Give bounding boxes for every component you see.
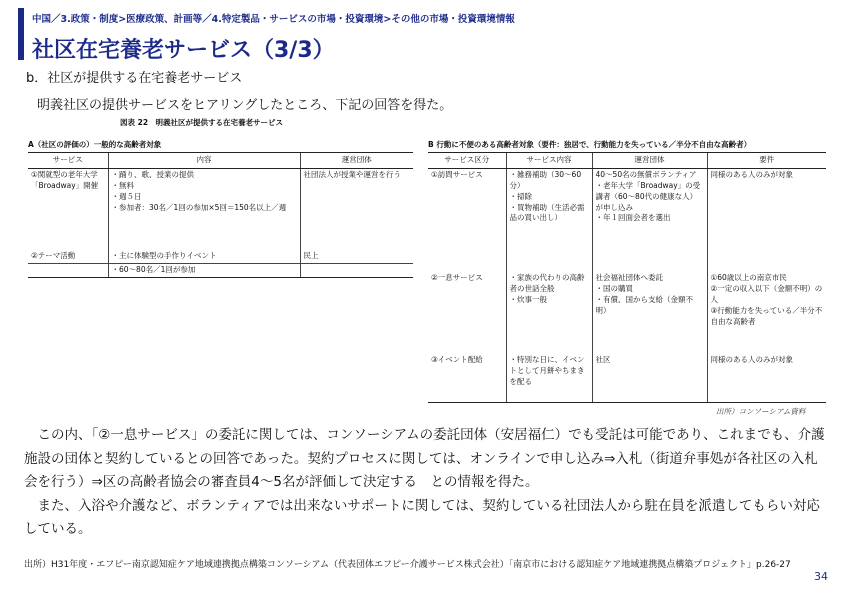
section-heading: b．社区が提供する在宅養老サービス xyxy=(26,71,243,86)
table-row xyxy=(428,272,826,354)
org-cell: 社区 xyxy=(592,354,707,402)
service-cell: ②テーマ活動 xyxy=(31,251,76,261)
service-cell: ①関就型の老年大学「Broadway」開催 xyxy=(31,169,99,190)
content-line: ・踊り、歌、授業の提供 xyxy=(111,169,194,179)
content-cell xyxy=(506,168,592,272)
breadcrumb: 中国／3.政策・制度>医療政策、計画等／4.特定製品・サービスの市場・投資環境>その他の市場・投資環境情報 xyxy=(32,14,515,25)
page-title: 社区在宅養老サービス（3/3） xyxy=(32,38,335,63)
org-line: ・老年大学「Broadway」の受講者（60～80代の健康な人）が申し込み xyxy=(595,180,701,212)
org-line: 40～50名の無償ボランティア xyxy=(595,169,697,179)
requirement-cell: 同様のある人のみが対象 xyxy=(707,354,826,402)
content-cell xyxy=(108,168,300,250)
content-line: ・無料 xyxy=(111,180,134,190)
content-cell: ・特別な日に、イベントとして月餅やちまきを配る xyxy=(506,354,592,402)
table-b-header-cell: サービス区分 xyxy=(428,153,506,169)
org-line: ・国の購買 xyxy=(595,284,633,294)
table-row xyxy=(28,250,413,263)
figure-caption: 図表 22 明義社区が提供する在宅養老サービス xyxy=(120,118,284,127)
intro-text: 明義社区の提供サービスをヒアリングしたところ、下記の回答を得た。 xyxy=(37,98,453,113)
content-line: ・掃除 xyxy=(509,191,532,201)
req-line: ②一定の収入以下（金額不明）の人 xyxy=(710,284,823,305)
req-line: ③行動能力を失っている／半分不自由な高齢者 xyxy=(710,306,823,326)
table-a-header-cell: 内容 xyxy=(108,153,300,169)
table-b-title: B 行動に不便のある高齢者対象（要件：独居で、行動能力を失っている／半分不自由な高齢者） xyxy=(428,140,752,149)
category-cell: ③イベント配給 xyxy=(428,354,506,402)
body-paragraph: この内、「②一息サービス」の委託に関しては、コンソーシアムの委託団体（安居福仁）でも受託は可能であり、これまでも、介護施設の団体と契約しているとの回答であった。契約プロセスに関しては、オンラインで申し込み⇒入札（街道弁事処が各社区の入札会を行う）⇒区の高齢者協会の審査員4～5名が評価して決定する との情報を得た。 xyxy=(24,427,825,490)
table-a-header-cell: サービス xyxy=(28,153,108,169)
content-line: ・雑務補助（30～60分） xyxy=(509,169,582,190)
table-a-header-cell: 運営団体 xyxy=(300,153,413,169)
body-paragraph: また、入浴や介護など、ボランティアでは出来ないサポートに関しては、契約している社団法人から駐在員を派遣してもらい対応している。 xyxy=(24,497,820,537)
table-b xyxy=(428,152,826,403)
table-b-header-cell: サービス内容 xyxy=(506,153,592,169)
table-a-title: A（社区の評価の）一般的な高齢者対象 xyxy=(28,140,162,149)
content-line: ・買物補助（生活必需品の買い出し） xyxy=(509,202,585,223)
content-line: ・参加者：30名／1回の参加×5回＝150名以上／週 xyxy=(111,202,287,212)
content-line: ・家族の代わりの高齢者の世話全般 xyxy=(509,273,585,294)
org-cell: 民上 xyxy=(300,250,413,263)
org-line: 社会福祉団体へ委託 xyxy=(595,273,663,283)
table-a-header xyxy=(28,153,413,169)
org-cell: 社団法人が授業や運営を行う xyxy=(300,168,413,250)
table-row xyxy=(428,168,826,272)
requirement-cell xyxy=(707,272,826,354)
table-b-header xyxy=(428,153,826,169)
content-line: ・週５日 xyxy=(111,191,142,201)
category-cell: ②一息サービス xyxy=(431,273,483,283)
requirement-cell xyxy=(707,168,826,272)
content-cell xyxy=(506,272,592,354)
body-text xyxy=(24,424,829,542)
footer-source: 出所）H31年度・エフピー南京認知症ケア地域連携拠点構築コンソーシアム（代表団体エフピー介護サービス株式会社）「南京市における認知症ケア地域連携拠点構築プロジェクト」p.26-27 xyxy=(24,560,791,570)
org-cell xyxy=(592,168,707,272)
content-cell: ・60～80名／1回が参加 xyxy=(108,264,300,278)
req-line: ①60歳以上の南京市民 xyxy=(710,273,787,283)
org-line: ・有償、国から支給（金額不明） xyxy=(595,295,693,315)
table-b-header-cell: 要件 xyxy=(707,153,826,169)
content-cell: ・主に体験型の手作りイベント xyxy=(108,250,300,263)
figure-source-note: 出所）コンソーシアム資料 xyxy=(716,407,806,416)
page-number: 34 xyxy=(814,570,828,583)
org-line: ・年１回面会者を選出 xyxy=(595,213,671,223)
org-cell xyxy=(592,272,707,354)
req-line: 同様のある人のみが対象 xyxy=(710,169,793,179)
table-row xyxy=(28,264,413,278)
table-a xyxy=(28,152,413,278)
title-accent-bar xyxy=(18,8,24,60)
content-line: ・炊事一般 xyxy=(509,295,547,305)
table-b-header-cell: 運営団体 xyxy=(592,153,707,169)
category-cell: ①訪問サービス xyxy=(431,169,483,179)
table-row xyxy=(28,168,413,250)
table-row xyxy=(428,354,826,402)
